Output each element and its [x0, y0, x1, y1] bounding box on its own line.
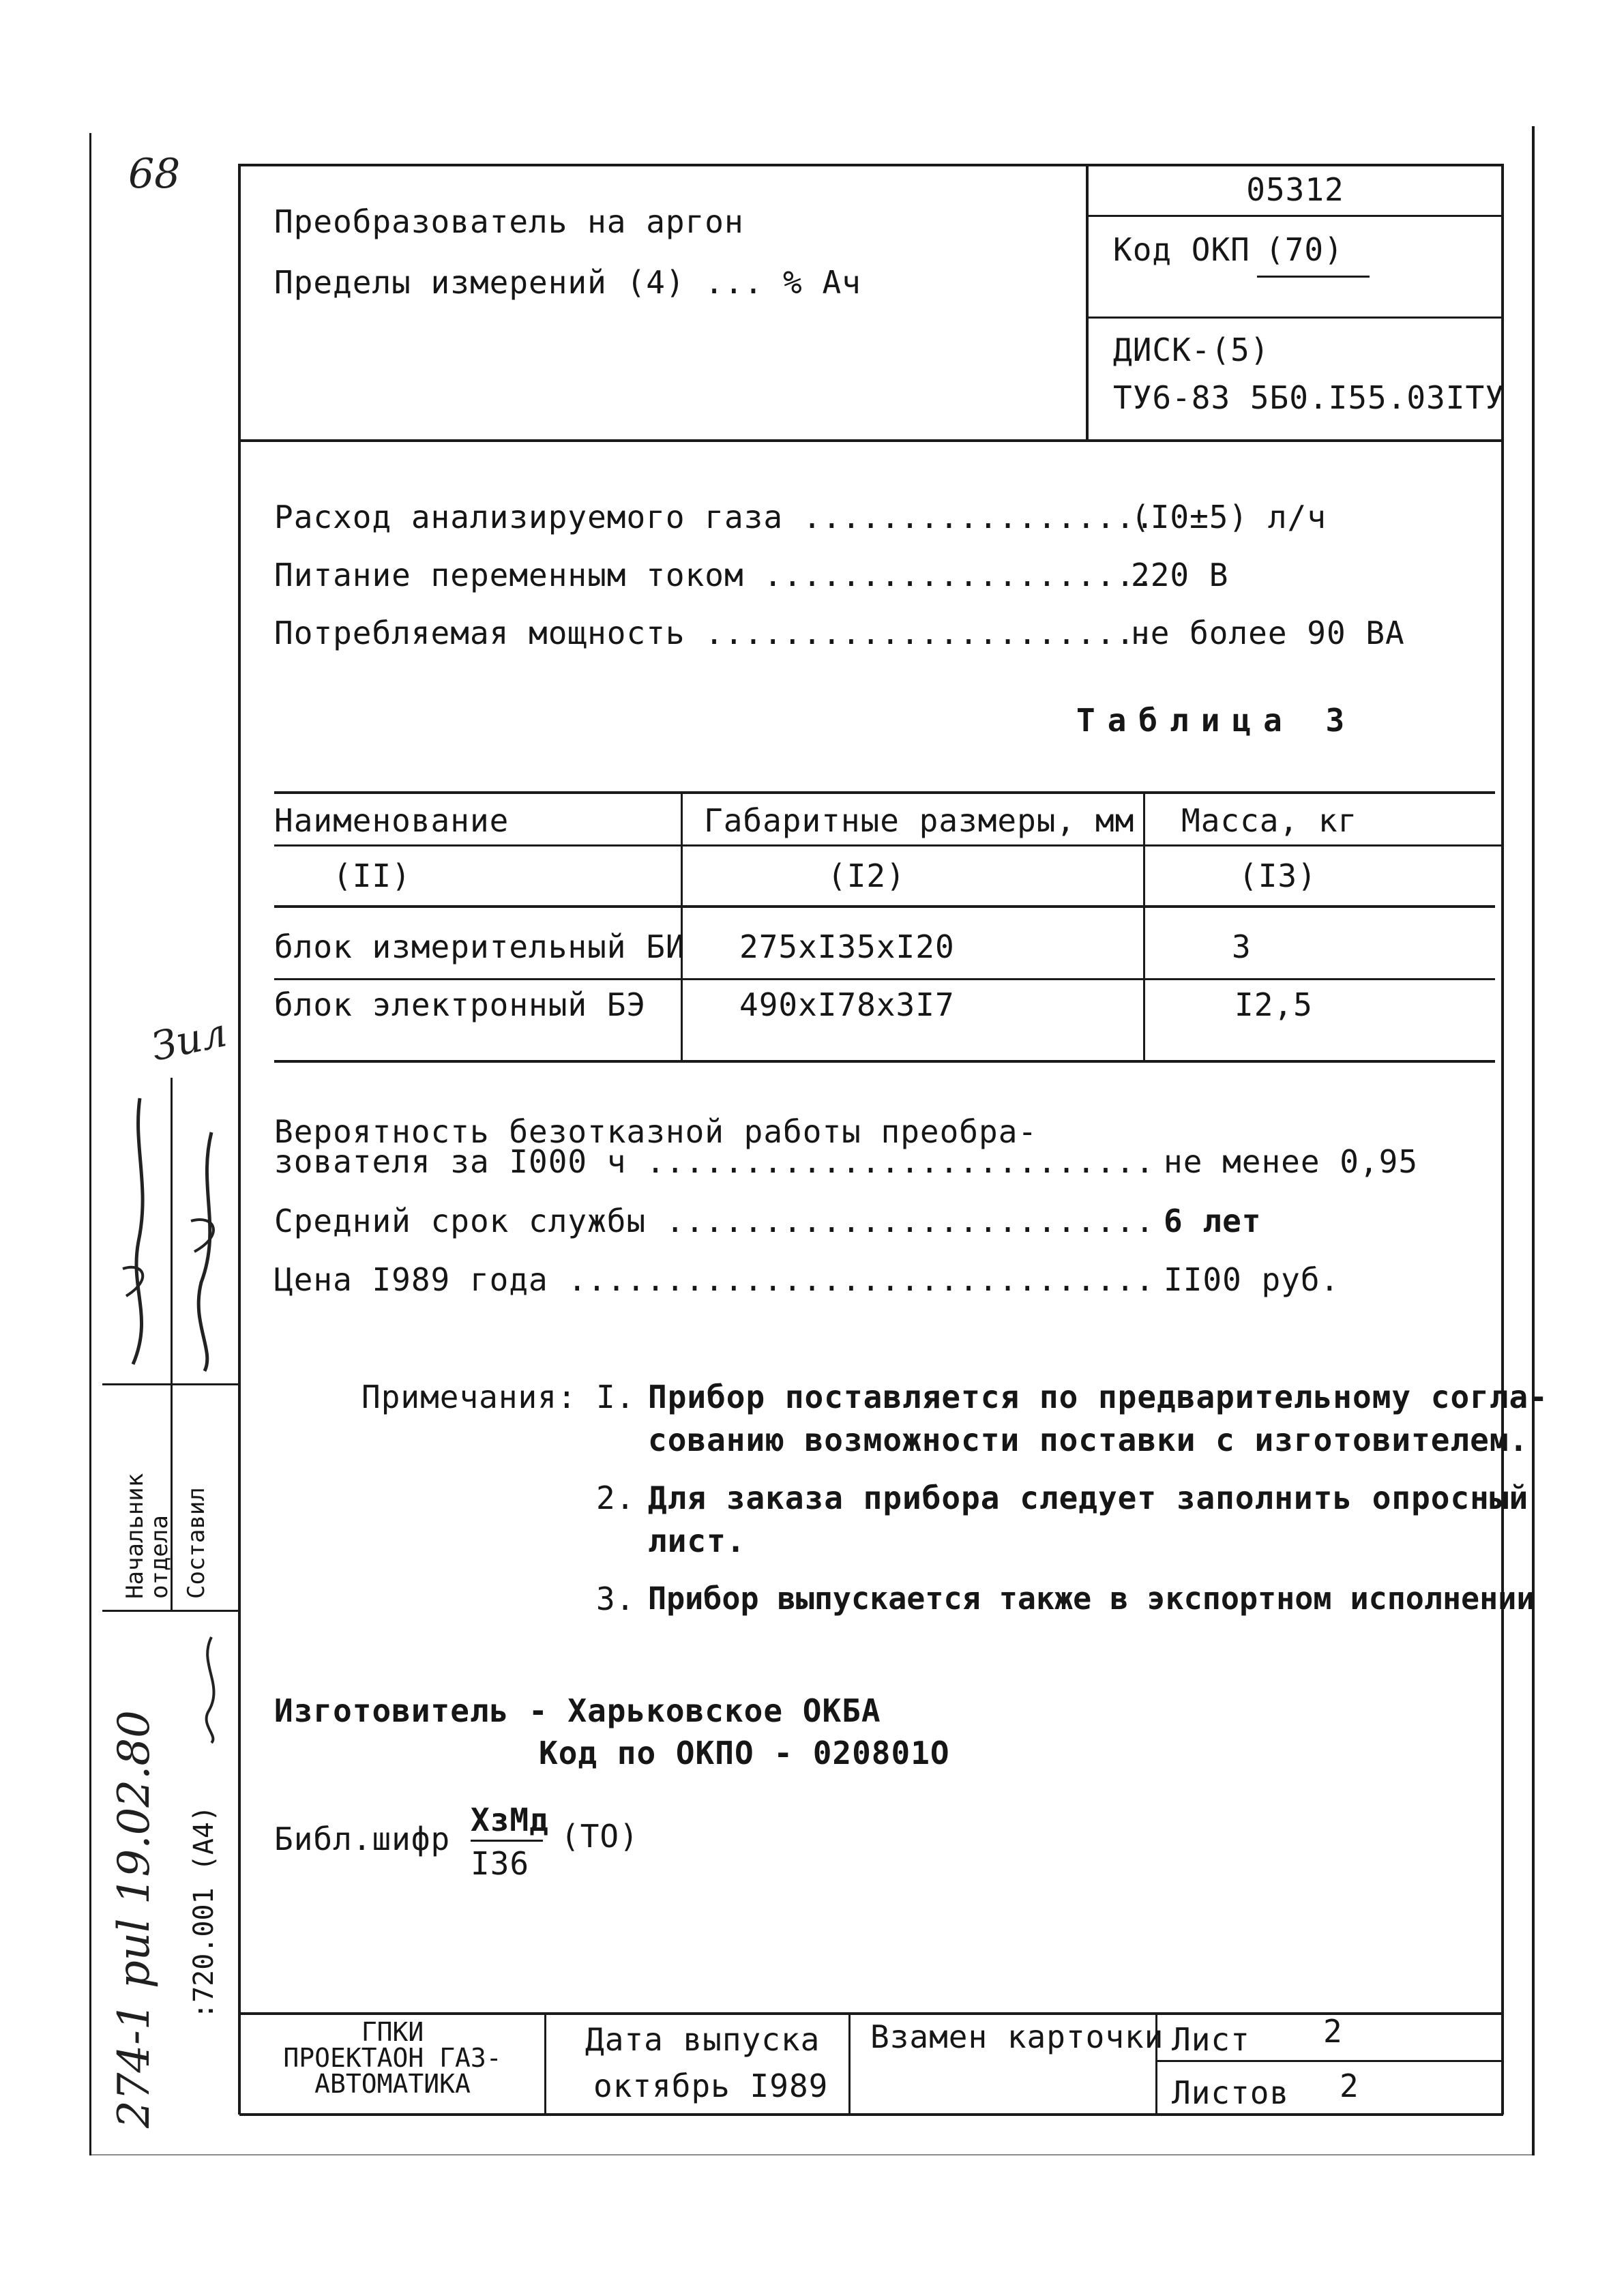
- price-label: Цена I989 года ..............................: [274, 1261, 1155, 1298]
- library-code-top: ХзМд: [471, 1801, 549, 1838]
- table-code-mass: (I3): [1239, 857, 1317, 894]
- note-text-line: лист.: [648, 1522, 746, 1559]
- footer-line-top: [239, 2012, 1503, 2015]
- page-number-handwritten: 68: [128, 150, 181, 198]
- table-line-codes: [274, 905, 1495, 908]
- table-col-divider-2: [1143, 793, 1145, 1060]
- note-text-line: Для заказа прибора следует заполнить опросный: [648, 1480, 1529, 1516]
- library-code-bottom: I36: [471, 1845, 530, 1882]
- side-handwritten-number: 274-1 pul 19.02.80: [109, 1710, 160, 2128]
- signature-compiled: [177, 1119, 232, 1378]
- side-line-horizontal-2: [102, 1610, 240, 1612]
- table-caption: Таблица 3: [1076, 702, 1357, 739]
- card-border-left: [238, 164, 241, 2115]
- side-initials: Зил: [147, 1009, 231, 1070]
- side-head-label: Начальник отдела: [121, 1473, 173, 1599]
- footer-org-line: ГПКИ: [361, 2017, 424, 2047]
- footer-date-value: октябрь I989: [593, 2067, 829, 2104]
- note-text-line: Прибор поставляется по предварительному согла-: [648, 1379, 1548, 1415]
- footer-sheets-value: 2: [1340, 2067, 1359, 2104]
- library-label: Библ.шифр: [274, 1821, 451, 1857]
- table-cell-dimensions: 275xI35xI20: [739, 928, 955, 965]
- footer-col-divider-2: [848, 2014, 851, 2115]
- footer-org-block: [241, 2019, 544, 2097]
- table-line-header: [274, 844, 1502, 847]
- footer-sheet-divider: [1157, 2060, 1503, 2062]
- service-life-value: 6 лет: [1164, 1203, 1262, 1239]
- card-border-bottom: [239, 2113, 1503, 2116]
- spec-power-supply-label: Питание переменным током ....................: [274, 557, 1155, 593]
- okp-underline: [1257, 276, 1370, 278]
- measurement-range: Пределы измерений (4) ... % Ач: [274, 264, 861, 301]
- header-divider-horizontal: [239, 439, 1503, 442]
- spec-gas-flow-label: Расход анализируемого газа ..................: [274, 499, 1155, 535]
- manufacturer-line: Изготовитель - Харьковское ОКБА: [274, 1692, 881, 1729]
- footer-replace-label: Взамен карточки: [870, 2018, 1164, 2055]
- side-stamp-code: :720.001 (А4): [188, 1805, 220, 2019]
- service-life-label: Средний срок службы .........................: [274, 1203, 1155, 1239]
- side-line-horizontal-1: [102, 1383, 240, 1385]
- card-border-top: [239, 164, 1503, 166]
- table-header-dimensions: Габаритные размеры, мм: [704, 802, 1135, 839]
- table-code-dimensions: (I2): [827, 857, 906, 894]
- outer-frame-bottom: [89, 2154, 1535, 2155]
- table-line-row1: [274, 978, 1495, 980]
- okp-value: (70): [1265, 231, 1344, 268]
- table-col-divider-1: [681, 793, 683, 1060]
- footer-org-line: АВТОМАТИКА: [314, 2069, 471, 2099]
- tu-label: ТУ6-83 5Б0.I55.03ITУ: [1113, 379, 1505, 416]
- outer-frame-right: [1532, 126, 1535, 2155]
- footer-col-divider-1: [544, 2014, 546, 2115]
- note-text-line: Прибор выпускается также в экспортном исполнении: [648, 1580, 1535, 1617]
- signature-date-initials: [188, 1630, 235, 1746]
- disk-label: ДИСК-(5): [1113, 332, 1270, 368]
- spec-gas-flow-value: (I0±5) л/ч: [1131, 499, 1327, 535]
- note-number: 2.: [596, 1480, 636, 1516]
- notes-heading: Примечания:: [361, 1379, 577, 1415]
- table-line-top: [274, 791, 1495, 794]
- outer-frame-left: [89, 133, 91, 2155]
- table-header-mass: Масса, кг: [1181, 802, 1358, 839]
- table-header-name: Наименование: [274, 802, 509, 839]
- signature-head: [113, 1091, 167, 1371]
- reliability-value: не менее 0,95: [1164, 1143, 1419, 1180]
- table-cell-dimensions: 490xI78x3I7: [739, 986, 955, 1023]
- product-title: Преобразователь на аргон: [274, 203, 744, 240]
- spec-power-supply-value: 220 В: [1131, 557, 1229, 593]
- library-fraction-bar: [471, 1840, 543, 1842]
- side-compiled-label: Составил: [183, 1487, 210, 1599]
- footer-sheets-label: Листов: [1172, 2074, 1290, 2111]
- footer-sheet-value: 2: [1323, 2013, 1343, 2050]
- note-text-line: сованию возможности поставки с изготовителем.: [648, 1422, 1529, 1458]
- table-code-name: (II): [333, 857, 411, 894]
- footer-sheet-label: Лист: [1172, 2021, 1250, 2058]
- price-value: II00 руб.: [1164, 1261, 1340, 1298]
- okpo-code-line: Код по ОКПО - 020801О: [539, 1735, 950, 1771]
- spec-power-consumption-label: Потребляемая мощность .......................: [274, 615, 1155, 651]
- footer-org-line: ПРОЕКТАОН ГАЗ-: [283, 2043, 502, 2073]
- spec-power-consumption-value: не более 90 ВА: [1131, 615, 1405, 651]
- okp-label: Код ОКП: [1113, 231, 1250, 268]
- table-cell-mass: I2,5: [1235, 986, 1313, 1023]
- table-cell-name: блок электронный БЭ: [274, 986, 647, 1023]
- note-number: 3.: [596, 1580, 636, 1617]
- footer-date-label: Дата выпуска: [585, 2021, 821, 2058]
- card-border-right: [1501, 164, 1504, 2115]
- reliability-label-line1: Вероятность безотказной работы преобра-: [274, 1113, 1038, 1150]
- table-line-bottom: [274, 1060, 1495, 1063]
- reliability-label-line2: зователя за I000 ч ..........................: [274, 1143, 1155, 1180]
- header-right-line2: [1087, 317, 1502, 319]
- header-right-line1: [1087, 215, 1502, 217]
- table-cell-mass: 3: [1232, 928, 1252, 965]
- library-suffix: (ТО): [561, 1818, 639, 1855]
- note-number: I.: [596, 1379, 636, 1415]
- table-cell-name: блок измерительный БИ: [274, 928, 685, 965]
- product-code: 05312: [1246, 171, 1344, 208]
